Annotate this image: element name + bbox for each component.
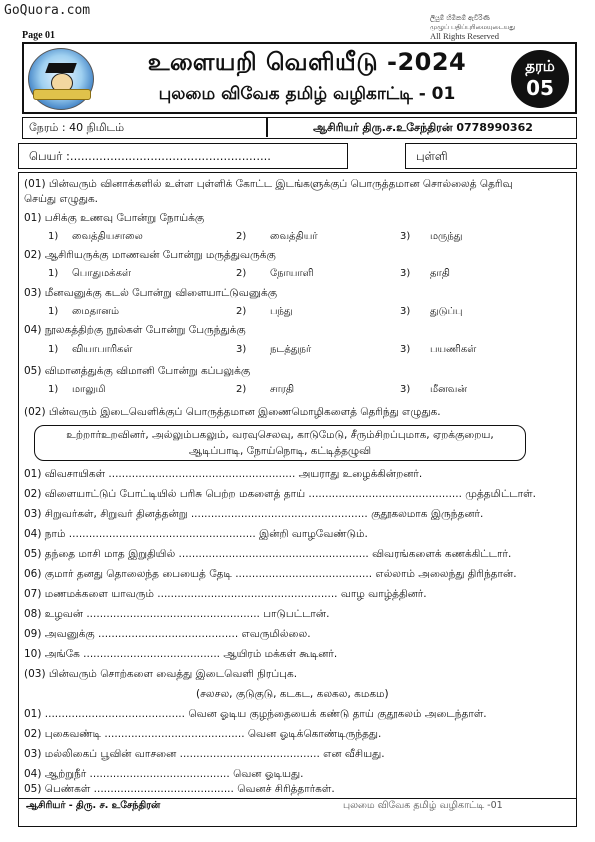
s1-question: 05) விமானத்துக்கு விமானி போன்று கப்பலுக்கு	[24, 365, 251, 377]
grade-badge	[511, 50, 569, 108]
s2-blank-sentence[interactable]: 01) விவசாயிகள் ........................................................ அயராது உழைக்கின்றனர்.	[24, 468, 423, 480]
grade-number: 05	[526, 76, 554, 100]
s2-blank-sentence[interactable]: 05) தந்தை மாசி மாத இறுதியில் ......................................................... விவரங்களைக் கணக்கிட்டார்.	[24, 548, 512, 560]
grade-word: தரம்	[525, 57, 555, 75]
marks-label: புள்ளி	[416, 149, 448, 163]
s3-blank-sentence[interactable]: 04) ஆற்றுநீர் .......................................... வென ஓடியது.	[24, 768, 304, 780]
s1-option-num: 1)	[48, 268, 59, 279]
s1-option[interactable]: நடத்துநர்	[270, 344, 312, 355]
footer-teacher: ஆசிரியர் - திரு. ச. உசேந்திரன்	[26, 800, 161, 811]
graduation-cap-icon	[45, 63, 77, 73]
s1-option[interactable]: வைத்தியசாலை	[72, 231, 143, 242]
s1-option-num: 3)	[400, 384, 411, 395]
name-field[interactable]	[18, 143, 348, 169]
s3-blank-sentence[interactable]: 02) புகைவண்டி .......................................... வென ஓடிக்கொண்டிருந்தது.	[24, 728, 382, 740]
s2-blank-sentence[interactable]: 06) குமார் தனது தொலைந்த பையைத் தேடி ......................................... எல்லாம் அலைந்து திரிந்தான்.	[24, 568, 517, 580]
page-footer	[18, 798, 577, 814]
rights-sinhala: ලියුම් හිමිකම් ඇවිරිණි	[430, 14, 490, 22]
s1-option[interactable]: மீனவன்	[430, 384, 468, 395]
s1-option[interactable]: பொதுமக்கள்	[72, 268, 131, 279]
s1-question: 02) ஆசிரியருக்கு மாணவன் போன்று மருத்துவருக்கு	[24, 249, 276, 261]
page-subtitle: புலமை விவேக தமிழ் வழிகாட்டி - 01	[158, 84, 456, 104]
s3-blank-sentence[interactable]: 01) .......................................... வென ஓடிய குழந்தையைக் கண்டு தாய் குதூகலம் அடைந்தாள்.	[24, 708, 487, 720]
marks-field[interactable]	[405, 143, 577, 169]
s1-option-num: 3)	[400, 231, 411, 242]
word-bank-2-line: உற்றார்உறவினர், அல்லும்பகலும், வரவுசெலவு, காடுமேடு, சீரும்சிறப்புமாக, ஏறக்குறைய,	[66, 429, 494, 441]
s1-option[interactable]: துடுப்பு	[430, 306, 463, 317]
s1-option[interactable]: பயணிகள்	[430, 344, 477, 355]
time-allowed: நேரம் : 40 நிமிடம்	[29, 121, 125, 134]
s1-question: 04) நூலகத்திற்கு நூல்கள் போன்று பேருந்துக்கு	[24, 324, 246, 336]
s3-blank-sentence[interactable]: 03) மல்லிகைப் பூவின் வாசனை .......................................... என வீசியது.	[24, 748, 385, 760]
name-label: பெயர் :.......................................................	[29, 149, 271, 163]
s1-question: 03) மீனவனுக்கு கடல் போன்று விளையாட்டுவனுக்கு	[24, 287, 277, 299]
s2-blank-sentence[interactable]: 02) விளையாட்டுப் போட்டியில் பரிசு பெற்ற மகளைத் தாய் .............................................. முத்தமிட்டாள்.	[24, 488, 536, 500]
s2-blank-sentence[interactable]: 10) அங்கே ......................................... ஆயிரம் மக்கள் கூடினர்.	[24, 648, 338, 660]
page-number: Page 01	[22, 30, 56, 41]
s1-option[interactable]: சாரதி	[270, 384, 295, 395]
section-3-instruction: (03) பின்வரும் சொற்களை வைத்து இடைவெளி நிரப்புக.	[24, 668, 298, 680]
word-bank-2-line: ஆடிப்பாடி, நோய்நொடி, கட்டித்தழுவி	[188, 445, 372, 457]
info-divider	[266, 118, 268, 137]
page-title: உளையறி வெளியீடு -2024	[147, 48, 467, 76]
s1-option-num: 1)	[48, 306, 59, 317]
footer-guide-name: புலமை விவேக தமிழ் வழிகாட்டி -01	[343, 800, 503, 811]
footer-divider	[18, 798, 577, 799]
s1-option-num: 2)	[236, 268, 247, 279]
s1-option-num: 3)	[236, 344, 247, 355]
s1-option-num: 3)	[400, 306, 411, 317]
word-bank-2	[34, 425, 526, 461]
s1-question: 01) பசிக்கு உணவு போன்று நோய்க்கு	[24, 212, 205, 224]
s1-option[interactable]: நோயாளி	[270, 268, 314, 279]
rights-notice	[430, 14, 580, 41]
site-watermark: GoQuora.com	[4, 3, 91, 18]
s1-option-num: 2)	[236, 231, 247, 242]
s1-option-num: 1)	[48, 231, 59, 242]
s2-blank-sentence[interactable]: 08) உழவன் .................................................... பாடுபட்டான்.	[24, 608, 330, 620]
s1-option[interactable]: வைத்தியர்	[270, 231, 318, 242]
s1-option-num: 1)	[48, 384, 59, 395]
s1-option-num: 2)	[236, 306, 247, 317]
s1-option[interactable]: வியாபாரிகள்	[72, 344, 133, 355]
s3-blank-sentence[interactable]: 05) பெண்கள் .......................................... வெனச் சிரித்தார்கள்.	[24, 783, 335, 795]
info-row	[22, 117, 577, 139]
s1-option-num: 3)	[400, 268, 411, 279]
s2-blank-sentence[interactable]: 04) நாம் ........................................................ இன்றி வாழவேண்டும்.	[24, 528, 368, 540]
s1-option[interactable]: மைதானம்	[72, 306, 119, 317]
s2-blank-sentence[interactable]: 03) சிறுவர்கள், சிறுவர் தினத்தன்று ..................................................... குதூகலமாக இருந்தனர்.	[24, 508, 484, 520]
s2-blank-sentence[interactable]: 07) மணமக்களை யாவரும் ...................................................... வாழ வாழ்த்தினர்.	[24, 588, 427, 600]
s1-option[interactable]: பந்து	[270, 306, 293, 317]
s1-option-num: 1)	[48, 344, 59, 355]
s2-blank-sentence[interactable]: 09) அவனுக்கு .......................................... எவருமில்லை.	[24, 628, 311, 640]
logo-banner	[33, 89, 91, 100]
section-2-instruction: (02) பின்வரும் இடைவெளிக்குப் பொருத்தமான இணைமொழிகளைத் தெரிந்து எழுதுக.	[24, 406, 441, 418]
header-box	[22, 42, 577, 114]
section-1-instruction-cont: செய்து எழுதுக.	[24, 193, 99, 205]
s1-option-num: 3)	[400, 344, 411, 355]
s1-option[interactable]: தாதி	[430, 268, 450, 279]
s1-option[interactable]: மாலுமி	[72, 384, 106, 395]
school-logo-icon	[28, 48, 94, 110]
rights-tamil: முழுப் பதிப்புரிமையுடையது	[430, 23, 516, 31]
word-bank-3: (சலசல, குடுகுடு, கடகட, கலகல, கமகம)	[196, 688, 389, 700]
rights-english: All Rights Reserved	[430, 31, 499, 41]
section-1-instruction: (01) பின்வரும் வினாக்களில் உள்ள புள்ளிக் கோட்ட இடங்களுக்குப் பொருத்தமான சொல்லைத் தெரிவு	[24, 178, 513, 190]
s1-option[interactable]: மருந்து	[430, 231, 463, 242]
teacher-contact: ஆசிரியர் திரு.ச.உசேந்திரன் 0778990362	[313, 121, 533, 134]
s1-option-num: 2)	[236, 384, 247, 395]
